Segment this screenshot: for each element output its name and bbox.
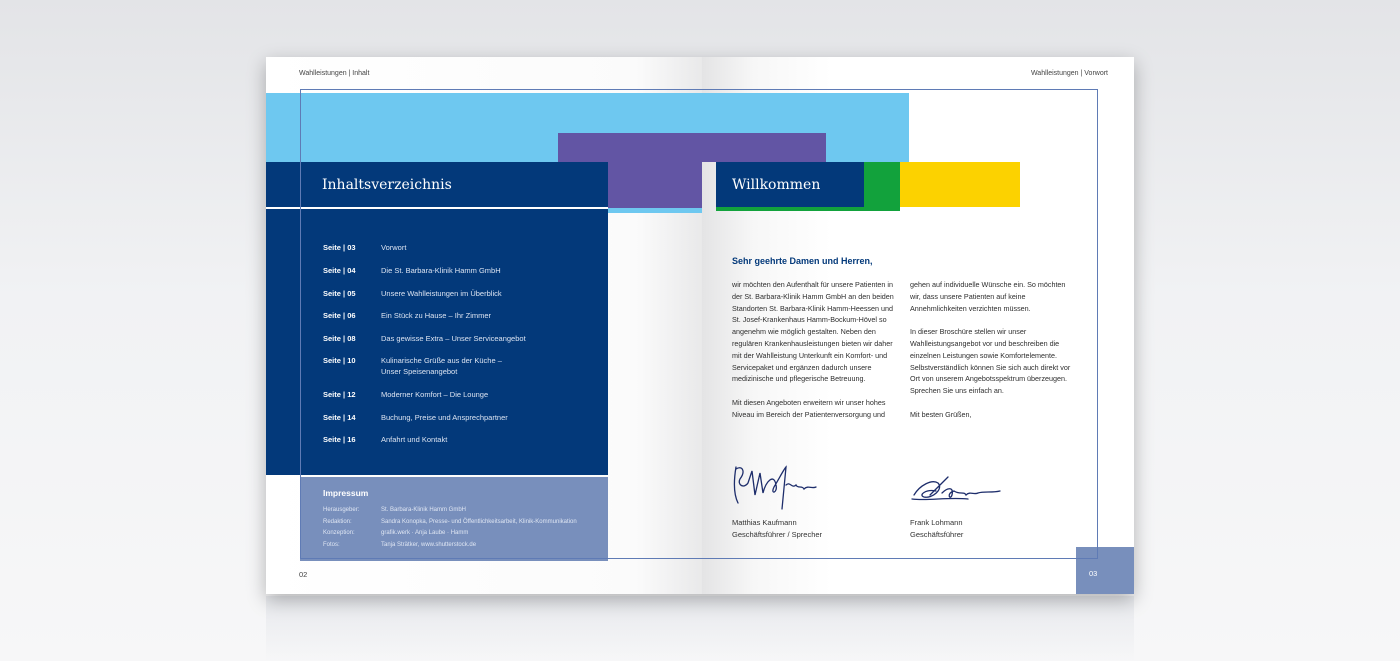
letter-paragraph: wir möchten den Aufenthalt für unsere Patienten in der St. Barbara-Klinik Hamm GmbH an den beiden Standorten St. Barbara-Klinik Hamm-Heessen und St. Josef-Krankenhaus Hamm-Bockum-Hövel so angenehm wie möglich gestalten. Neben den regulären Krankenhausleistungen bieten wir daher mit der Wahlleistung Unterkunft ein Komfort- und Servicepaket und ergänzen dadurch unsere medizinische und pflegerische Betreuung. [732, 280, 894, 384]
toc-entry-title: Ein Stück zu Hause – Ihr Zimmer [381, 311, 492, 320]
welcome-title: Willkommen [732, 177, 821, 193]
impressum-label: Konzeption: [323, 530, 355, 536]
impressum-title: Impressum [323, 488, 369, 498]
toc-page-number: Seite | 06 [323, 311, 356, 320]
toc-page-number: Seite | 05 [323, 289, 356, 298]
toc-entry-title: Das gewisse Extra – Unser Serviceangebot [381, 334, 526, 343]
letter-paragraph: In dieser Broschüre stellen wir unser Wahlleistungsangebot vor und beschreiben die einzelnen Leistungen sowie Komfortelemente. Selbstverständlich können Sie sich auch direkt vor Ort von unserem Angebotsspektrum überzeugen. Sprechen Sie uns einfach an. [910, 327, 1071, 396]
letter-paragraph: gehen auf individuelle Wünsche ein. So möchten wir, dass unsere Patienten auf keine Annehmlichkeiten verzichten müssen. [910, 280, 1066, 313]
toc-page-number: Seite | 03 [323, 243, 356, 252]
toc-entry-title: Moderner Komfort – Die Lounge [381, 390, 489, 399]
impressum-value: Sandra Konopka, Presse- und Öffentlichkeitsarbeit, Klinik-Kommunikation [381, 519, 577, 525]
toc-page-number: Seite | 12 [323, 390, 356, 399]
impressum-label: Fotos: [323, 542, 340, 548]
toc-page-number: Seite | 16 [323, 435, 356, 444]
toc-page-number: Seite | 04 [323, 266, 356, 275]
toc-page-number: Seite | 10 [323, 356, 356, 365]
salutation: Sehr geehrte Damen und Herren, [732, 256, 873, 266]
impressum-label: Redaktion: [323, 519, 352, 525]
brochure-spread [266, 57, 1134, 594]
impressum-label: Herausgeber: [323, 507, 360, 513]
letter-paragraph: Mit besten Grüßen, [910, 409, 972, 419]
toc-entry-title: Anfahrt und Kontakt [381, 435, 448, 444]
impressum-value: St. Barbara-Klinik Hamm GmbH [381, 507, 467, 513]
signatory-name: Matthias Kaufmann [732, 518, 797, 527]
running-head-right: Wahlleistungen | Vorwort [1030, 70, 1108, 77]
page-number-left: 02 [299, 570, 308, 579]
toc-entry-title: Unsere Wahlleistungen im Überblick [381, 289, 502, 298]
toc-entry-title-line2: Unser Speisenangebot [381, 367, 458, 376]
letter-paragraph: Mit diesen Angeboten erweitern wir unser hohes Niveau im Bereich der Patientenversorgung und [732, 397, 886, 419]
brochure-reflection [266, 596, 1134, 661]
impressum-value: grafik.werk · Anja Laube · Hamm [381, 530, 469, 536]
page-number-right: 03 [1089, 569, 1098, 578]
toc-entry-title: Buchung, Preise und Ansprechpartner [381, 413, 508, 422]
signatory-role: Geschäftsführer [910, 529, 964, 539]
toc-page-number: Seite | 14 [323, 413, 356, 422]
toc-entry-title: Vorwort [381, 243, 407, 252]
toc-page-number: Seite | 08 [323, 334, 356, 343]
toc-title: Inhaltsverzeichnis [322, 177, 452, 193]
spread-frame [300, 89, 1098, 559]
toc-entry-title: Die St. Barbara-Klinik Hamm GmbH [381, 266, 501, 275]
running-head-left: Wahlleistungen | Inhalt [299, 70, 370, 77]
signatory-name: Frank Lohmann [910, 518, 963, 527]
impressum-value: Tanja Strätker, www.shutterstock.de [381, 542, 477, 548]
signatory-role: Geschäftsführer / Sprecher [732, 529, 823, 539]
toc-entry-title-line1: Kulinarische Grüße aus der Küche – [381, 356, 502, 365]
